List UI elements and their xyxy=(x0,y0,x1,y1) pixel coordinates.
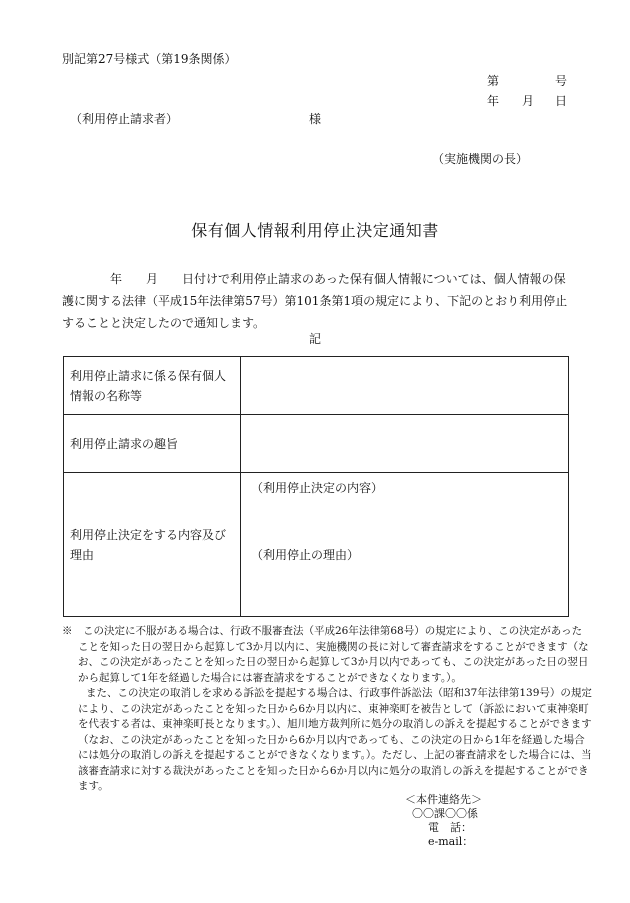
row-value-purpose xyxy=(241,415,569,473)
contact-phone: 電 話： xyxy=(428,821,472,834)
note-text: （なお、この決定があったことを知った日から6か月以内であっても、この決定の日から1年を経過した場合 xyxy=(78,733,585,746)
note-text: から起算して1年を経過した場合には審査請求をすることができなくなります。）。 xyxy=(78,671,462,684)
date-month: 月 xyxy=(522,94,535,108)
note-text: お、この決定があったことを知った日の翌日から起算して3か月以内であっても、この決定があった日の翌日 xyxy=(78,656,589,668)
date-year: 年 xyxy=(487,94,500,108)
honorific: 様 xyxy=(309,112,322,126)
number-suffix: 号 xyxy=(555,74,568,88)
ki-marker: 記 xyxy=(308,332,321,346)
row-label-info-name: 利用停止請求に係る保有個人情報の名称等 xyxy=(64,357,241,415)
body-line: 年 月 日付けで利用停止請求のあった保有個人情報については、個人情報の保 xyxy=(62,272,566,286)
agency-head-label: （実施機関の長） xyxy=(432,152,529,166)
table-row xyxy=(64,357,569,415)
requester-label: （利用停止請求者） xyxy=(70,112,179,126)
body-line: することと決定したので通知します。 xyxy=(62,316,266,330)
decision-table xyxy=(63,356,569,617)
decision-reason-label: （利用停止の理由） xyxy=(251,548,360,562)
note-text: には処分の取消しの訴えを提起することができなくなります。）。ただし、上記の審査請求をした場合には、当 xyxy=(78,749,592,761)
note-text: 該審査請求に対する裁決があったことを知った日から6か月以内に処分の取消しの訴えを提起することができ xyxy=(78,764,589,777)
note-text: ます。 xyxy=(78,780,109,792)
body-paragraph xyxy=(62,268,572,334)
note-text: を代表する者は、東神楽町長となります。）、旭川地方裁判所に処分の取消しの訴えを提起することができます xyxy=(78,718,592,730)
contact-section: 〇〇課〇〇係 xyxy=(412,807,478,820)
contact-heading: ＜本件連絡先＞ xyxy=(405,793,482,806)
row-value-info-name xyxy=(241,357,569,415)
row-label-purpose: 利用停止請求の趣旨 xyxy=(64,415,241,473)
date-day: 日 xyxy=(555,94,568,108)
form-identifier: 別記第27号様式（第19条関係） xyxy=(62,52,237,66)
decision-content-label: （利用停止決定の内容） xyxy=(251,481,384,495)
document-title: 保有個人情報利用停止決定通知書 xyxy=(191,221,439,240)
table-row xyxy=(64,473,569,617)
note-text: により、この決定があったことを知った日から6か月以内に、東神楽町を被告として（訴訟において東神楽町 xyxy=(78,702,589,715)
row-value-decision xyxy=(241,473,569,617)
body-line: 護に関する法律（平成15年法律第57号）第101条第1項の規定により、下記のとおり利用停止 xyxy=(62,294,568,308)
table-row xyxy=(64,415,569,473)
note-text: ことを知った日の翌日から起算して3か月以内に、実施機関の長に対して審査請求をすることができます（な xyxy=(78,640,589,653)
note-text: この決定に不服がある場合は、行政不服審査法（平成26年法律第68号）の規定により、この決定があった xyxy=(83,625,583,637)
row-label-decision: 利用停止決定をする内容及び理由 xyxy=(64,473,241,617)
number-prefix: 第 xyxy=(487,74,500,88)
note-mark: ※ xyxy=(62,625,73,637)
note-text: また、この決定の取消しを求める訴訟を提起する場合は、行政事件訴訟法（昭和37年法律第139号）の規定 xyxy=(86,687,592,699)
contact-email: e-mail： xyxy=(428,835,474,848)
appeal-note xyxy=(62,624,592,795)
